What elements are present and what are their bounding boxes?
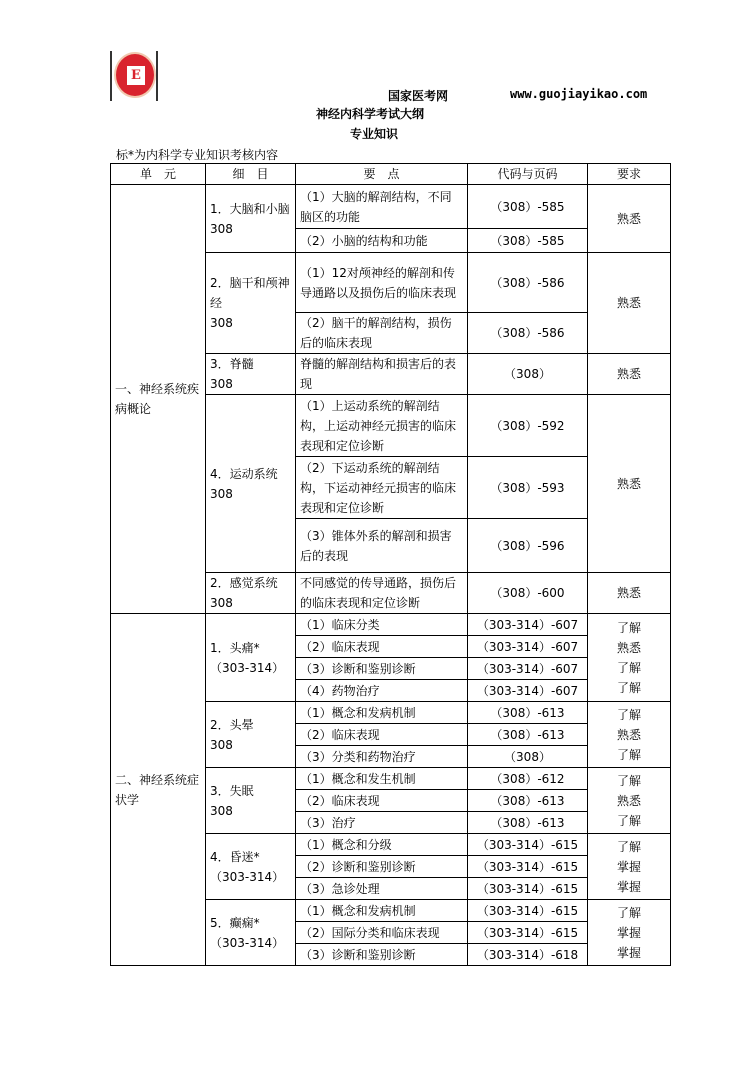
requirement-cell: 了解 熟悉 了解 了解 [588,614,671,702]
code-cell: （308）-613 [468,790,588,812]
table-row [111,614,671,636]
code-cell: （303-314）-615 [468,878,588,900]
requirement-cell: 熟悉 [588,395,671,573]
code-cell: （308）-586 [468,313,588,354]
item-cell: 4．昏迷* （303-314） [206,834,296,900]
col-point: 要 点 [296,164,468,185]
point-cell: （1）概念和发生机制 [296,768,468,790]
code-cell: （308）-596 [468,519,588,573]
point-cell: （1）概念和发病机制 [296,900,468,922]
item-cell: 2．脑干和颅神经 308 [206,253,296,354]
logo-seal [114,52,156,98]
point-cell: （2）临床表现 [296,636,468,658]
point-cell: （1）大脑的解剖结构，不同脑区的功能 [296,185,468,229]
code-cell: （308）-613 [468,724,588,746]
site-url: www.guojiayikao.com [510,87,648,101]
requirement-cell: 了解 熟悉 了解 [588,702,671,768]
point-cell: 不同感觉的传导通路，损伤后的临床表现和定位诊断 [296,573,468,614]
item-cell: 3．脊髓 308 [206,354,296,395]
item-cell: 1．大脑和小脑 308 [206,185,296,253]
item-cell: 2．感觉系统 308 [206,573,296,614]
point-cell: （1）12对颅神经的解剖和传导通路以及损伤后的临床表现 [296,253,468,313]
logo-letter: E [127,66,145,85]
code-cell: （308） [468,746,588,768]
site-name: 国家医考网 [388,89,449,103]
requirement-cell: 熟悉 [588,354,671,395]
code-cell: （308） [468,354,588,395]
point-cell: 脊髓的解剖结构和损害后的表现 [296,354,468,395]
code-cell: （303-314）-615 [468,834,588,856]
point-cell: （1）概念和分级 [296,834,468,856]
point-cell: （3）急诊处理 [296,878,468,900]
header-row [111,164,671,185]
code-cell: （308）-613 [468,812,588,834]
code-cell: （308）-585 [468,229,588,253]
point-cell: （2）下运动系统的解剖结构，下运动神经元损害的临床表现和定位诊断 [296,457,468,519]
point-cell: （3）诊断和鉴别诊断 [296,658,468,680]
code-cell: （303-314）-607 [468,614,588,636]
requirement-cell: 了解 熟悉 了解 [588,768,671,834]
point-cell: （3）分类和药物治疗 [296,746,468,768]
code-cell: （308）-585 [468,185,588,229]
point-cell: （3）治疗 [296,812,468,834]
table-row [111,185,671,229]
point-cell: （1）上运动系统的解剖结构，上运动神经元损害的临床表现和定位诊断 [296,395,468,457]
unit-cell: 一、神经系统疾病概论 [111,185,206,614]
code-cell: （303-314）-607 [468,658,588,680]
point-cell: （1）概念和发病机制 [296,702,468,724]
col-requirement: 要求 [588,164,671,185]
requirement-cell: 了解 掌握 掌握 [588,900,671,966]
point-cell: （2）国际分类和临床表现 [296,922,468,944]
item-cell: 1．头痛* （303-314） [206,614,296,702]
point-cell: （2）脑干的解剖结构，损伤后的临床表现 [296,313,468,354]
point-cell: （2）诊断和鉴别诊断 [296,856,468,878]
note-text: 标*为内科学专业知识考核内容 [116,148,279,162]
code-cell: （308）-612 [468,768,588,790]
item-cell: 5．癫痫* （303-314） [206,900,296,966]
item-cell: 2．头晕 308 [206,702,296,768]
requirement-cell: 了解 掌握 掌握 [588,834,671,900]
code-cell: （308）-592 [468,395,588,457]
logo [110,51,158,101]
table-body [111,185,671,966]
code-cell: （303-314）-618 [468,944,588,966]
code-cell: （303-314）-615 [468,900,588,922]
code-cell: （308）-593 [468,457,588,519]
item-cell: 3．失眠 308 [206,768,296,834]
point-cell: （3）锥体外系的解剖和损害后的表现 [296,519,468,573]
code-cell: （303-314）-615 [468,922,588,944]
syllabus-table [110,163,671,966]
col-unit: 单 元 [111,164,206,185]
item-cell: 4．运动系统 308 [206,395,296,573]
point-cell: （1）临床分类 [296,614,468,636]
col-item: 细 目 [206,164,296,185]
point-cell: （2）临床表现 [296,724,468,746]
doc-title: 神经内科学考试大纲 [316,107,425,121]
code-cell: （308）-613 [468,702,588,724]
point-cell: （4）药物治疗 [296,680,468,702]
code-cell: （308）-600 [468,573,588,614]
requirement-cell: 熟悉 [588,185,671,253]
requirement-cell: 熟悉 [588,253,671,354]
code-cell: （303-314）-607 [468,636,588,658]
doc-subtitle: 专业知识 [350,127,399,141]
code-cell: （303-314）-615 [468,856,588,878]
point-cell: （3）诊断和鉴别诊断 [296,944,468,966]
col-code: 代码与页码 [468,164,588,185]
unit-cell: 二、神经系统症状学 [111,614,206,966]
code-cell: （308）-586 [468,253,588,313]
point-cell: （2）小脑的结构和功能 [296,229,468,253]
code-cell: （303-314）-607 [468,680,588,702]
requirement-cell: 熟悉 [588,573,671,614]
point-cell: （2）临床表现 [296,790,468,812]
